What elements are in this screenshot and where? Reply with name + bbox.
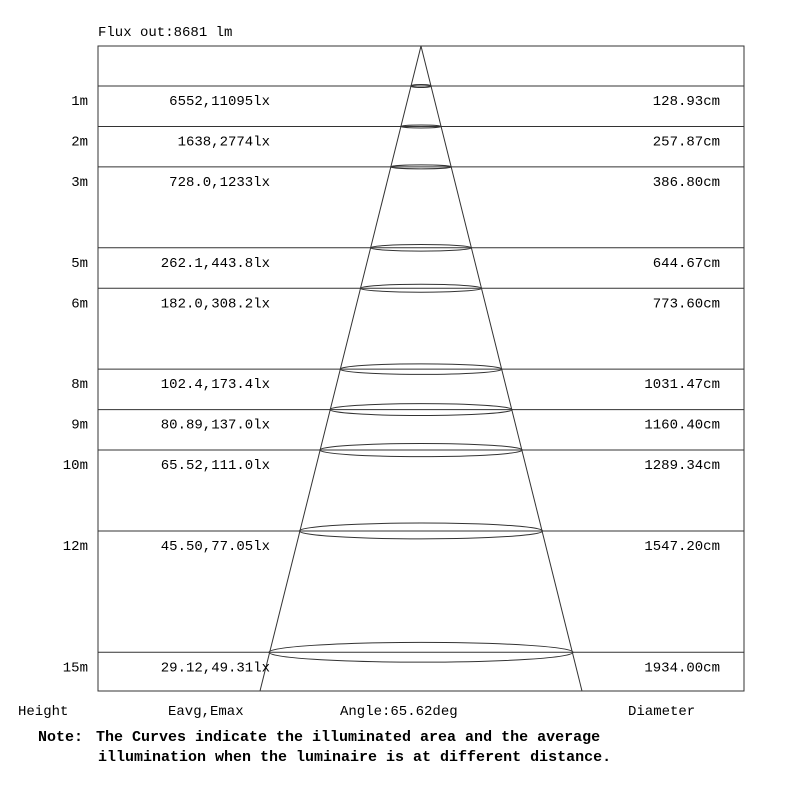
height-label: 10m bbox=[62, 458, 88, 475]
diameter-label: 257.87cm bbox=[652, 134, 720, 151]
height-label: 1m bbox=[71, 94, 88, 110]
height-label: 12m bbox=[62, 538, 88, 555]
diameter-label: 773.60cm bbox=[652, 296, 720, 313]
eavg-emax-column-label: Eavg,Emax bbox=[168, 704, 244, 720]
height-label: 3m bbox=[71, 174, 88, 191]
lux-label: 102.4,173.4lx bbox=[160, 377, 270, 394]
diameter-label: 644.67cm bbox=[652, 255, 720, 272]
diameter-label: 1934.00cm bbox=[644, 660, 720, 677]
flux-label: Flux out:8681 lm bbox=[98, 25, 233, 41]
note-label: Note: bbox=[38, 729, 84, 746]
diameter-label: 1289.34cm bbox=[644, 458, 720, 475]
lux-label: 262.1,443.8lx bbox=[160, 255, 270, 272]
note-block bbox=[38, 728, 798, 768]
lux-label: 45.50,77.05lx bbox=[160, 538, 270, 555]
diameter-label: 386.80cm bbox=[652, 174, 720, 191]
lux-label: 1638,2774lx bbox=[177, 134, 270, 151]
diameter-label: 1031.47cm bbox=[644, 377, 720, 394]
note-line-2: illumination when the luminaire is at different distance. bbox=[98, 749, 612, 766]
diameter-label: 128.93cm bbox=[652, 94, 720, 110]
diameter-label: 1160.40cm bbox=[644, 417, 720, 434]
lux-label: 65.52,111.0lx bbox=[160, 458, 270, 475]
lux-label: 728.0,1233lx bbox=[169, 174, 270, 191]
height-label: 6m bbox=[71, 296, 88, 313]
angle-label: Angle:65.62deg bbox=[340, 704, 458, 720]
diameter-label: 1547.20cm bbox=[644, 538, 720, 555]
lux-label: 182.0,308.2lx bbox=[160, 296, 270, 313]
height-label: 5m bbox=[71, 255, 88, 272]
lux-label: 6552,11095lx bbox=[169, 94, 270, 110]
lux-label: 80.89,137.0lx bbox=[160, 417, 270, 434]
height-label: 8m bbox=[71, 377, 88, 394]
lux-label: 29.12,49.31lx bbox=[160, 660, 270, 677]
rows-layer bbox=[63, 85, 744, 677]
height-label: 9m bbox=[71, 417, 88, 434]
height-column-label: Height bbox=[18, 704, 69, 720]
height-label: 2m bbox=[71, 134, 88, 151]
diameter-column-label: Diameter bbox=[628, 704, 696, 720]
height-label: 15m bbox=[62, 660, 88, 677]
note-line-1: The Curves indicate the illuminated area and the average bbox=[96, 729, 601, 746]
